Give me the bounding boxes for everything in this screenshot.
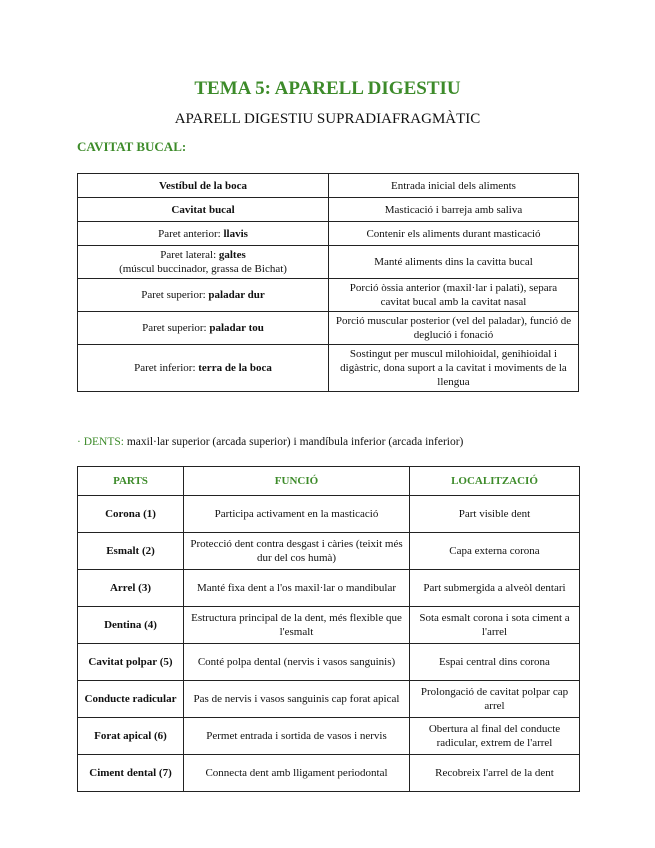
structure-prefix: Paret superior: [142, 322, 210, 334]
structure-name: galtes [218, 249, 246, 261]
teeth-label: · DENTS: [77, 436, 124, 448]
structure-cell [78, 198, 329, 222]
function-cell: Protecció dent contra desgast i càries (teixit més dur del cos humà) [184, 533, 410, 570]
structure-cell [78, 345, 329, 392]
structure-prefix: Paret inferior: [134, 362, 199, 374]
structure-function: Manté aliments dins la cavitta bucal [329, 246, 579, 279]
part-cell: Conducte radicular [78, 681, 184, 718]
table-row [78, 681, 580, 718]
table-row [78, 345, 579, 392]
part-cell: Arrel (3) [78, 570, 184, 607]
table-row [78, 246, 579, 279]
location-cell: Prolongació de cavitat polpar cap arrel [410, 681, 580, 718]
part-cell: Dentina (4) [78, 607, 184, 644]
function-cell: Connecta dent amb lligament periodontal [184, 755, 410, 792]
structure-function: Entrada inicial dels aliments [329, 174, 579, 198]
header-function: FUNCIÓ [184, 467, 410, 496]
location-cell: Obertura al final del conducte radicular, extrem de l'arrel [410, 718, 580, 755]
structure-note: (múscul buccinador, grassa de Bichat) [119, 263, 287, 275]
part-cell: Ciment dental (7) [78, 755, 184, 792]
page-title: TEMA 5: APARELL DIGESTIU [194, 78, 461, 99]
structure-cell [78, 312, 329, 345]
part-cell: Esmalt (2) [78, 533, 184, 570]
table-row [78, 533, 580, 570]
header-location: LOCALITZACIÓ [410, 467, 580, 496]
structure-cell [78, 174, 329, 198]
table-row [78, 607, 580, 644]
table-row [78, 174, 579, 198]
structure-name: terra de la boca [198, 362, 272, 374]
structure-function: Contenir els aliments durant masticació [329, 222, 579, 246]
location-cell: Espai central dins corona [410, 644, 580, 681]
table-row [78, 570, 580, 607]
structure-name: Cavitat bucal [171, 203, 235, 216]
table-row [78, 312, 579, 345]
teeth-parts-table [77, 466, 580, 792]
table-row [78, 755, 580, 792]
location-cell: Recobreix l'arrel de la dent [410, 755, 580, 792]
structure-function: Porció òssia anterior (maxil·lar i palati), separa cavitat bucal amb la cavitat nasal [329, 279, 579, 312]
page-subtitle: APARELL DIGESTIU SUPRADIAFRAGMÀTIC [174, 111, 481, 127]
table-row [78, 198, 579, 222]
table-row [78, 718, 580, 755]
table-row [78, 496, 580, 533]
part-cell: Cavitat polpar (5) [78, 644, 184, 681]
structure-function: Porció muscular posterior (vel del paladar), funció de deglució i fonació [329, 312, 579, 345]
location-cell: Part visible dent [410, 496, 580, 533]
function-cell: Estructura principal de la dent, més flexible que l'esmalt [184, 607, 410, 644]
structure-name: paladar dur [208, 289, 265, 301]
function-cell: Manté fixa dent a l'os maxil·lar o mandibular [184, 570, 410, 607]
teeth-paragraph [77, 436, 463, 448]
structure-prefix: Paret lateral: [160, 249, 219, 261]
location-cell: Sota esmalt corona i sota ciment a l'arrel [410, 607, 580, 644]
table-header-row [78, 467, 580, 496]
structure-function: Masticació i barreja amb saliva [329, 198, 579, 222]
structure-prefix: Paret superior: [141, 289, 209, 301]
location-cell: Part submergida a alveòl dentari [410, 570, 580, 607]
structure-name: Vestíbul de la boca [159, 179, 247, 192]
oral-cavity-table [77, 173, 579, 392]
table-row [78, 222, 579, 246]
structure-cell [78, 246, 329, 279]
part-cell: Corona (1) [78, 496, 184, 533]
structure-name: llavis [223, 227, 248, 240]
part-cell: Forat apical (6) [78, 718, 184, 755]
structure-prefix: Paret anterior: [158, 227, 224, 240]
header-parts: PARTS [78, 467, 184, 496]
structure-cell [78, 279, 329, 312]
teeth-text: maxil·lar superior (arcada superior) i mandíbula inferior (arcada inferior) [123, 436, 464, 448]
location-cell: Capa externa corona [410, 533, 580, 570]
function-cell: Permet entrada i sortida de vasos i nervis [184, 718, 410, 755]
section-heading: CAVITAT BUCAL: [77, 139, 187, 154]
structure-cell [78, 222, 329, 246]
table-row [78, 644, 580, 681]
table-row [78, 279, 579, 312]
function-cell: Participa activament en la masticació [184, 496, 410, 533]
structure-function: Sostingut per muscul milohioidal, genihioidal i digàstric, dona suport a la cavitat i moviments de la llengua [329, 345, 579, 392]
function-cell: Conté polpa dental (nervis i vasos sanguinis) [184, 644, 410, 681]
structure-name: paladar tou [209, 322, 264, 334]
function-cell: Pas de nervis i vasos sanguinis cap forat apical [184, 681, 410, 718]
